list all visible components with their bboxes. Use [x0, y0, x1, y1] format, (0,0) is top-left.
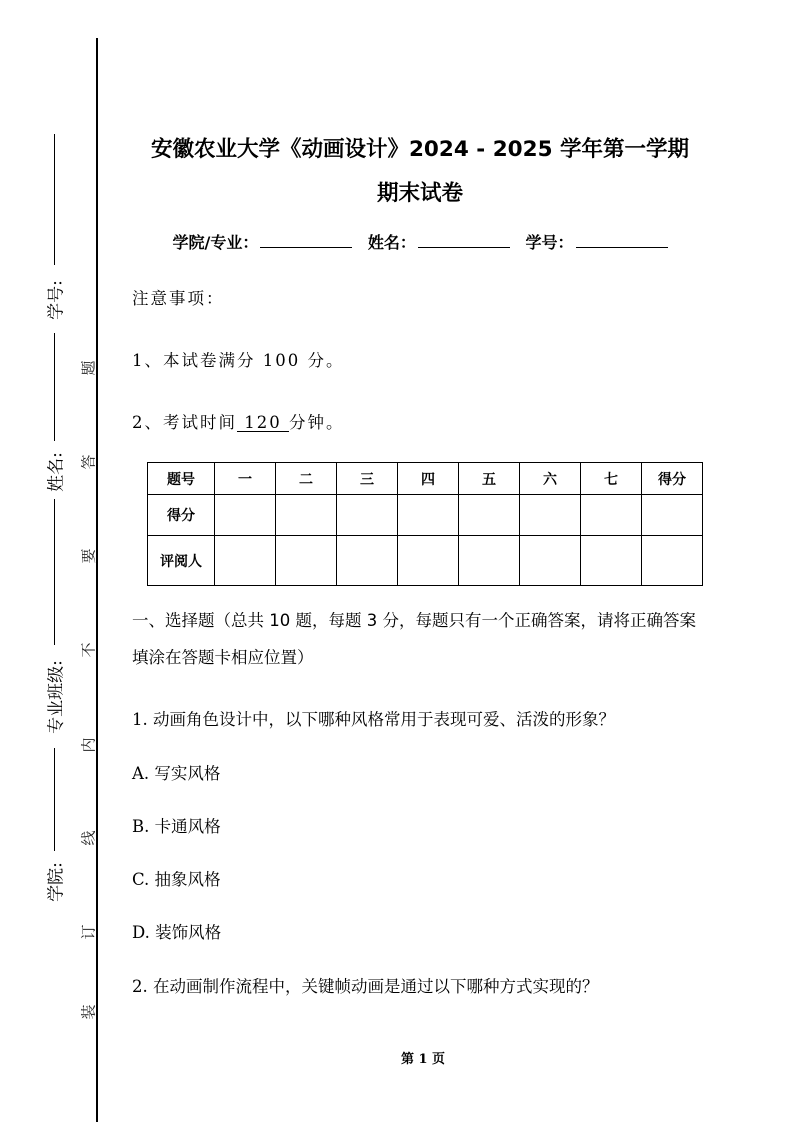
margin-college-label: 学院: — [46, 862, 67, 902]
grader-cell[interactable] — [398, 536, 459, 586]
grader-cell[interactable] — [642, 536, 703, 586]
option-text: 抽象风格 — [154, 870, 221, 889]
margin-student-id-label: 学号: — [46, 280, 67, 320]
name-label: 姓名： — [367, 233, 416, 252]
score-cell[interactable] — [398, 495, 459, 536]
major-class-underline — [54, 499, 55, 645]
option-a[interactable] — [132, 760, 220, 784]
score-cell[interactable] — [581, 495, 642, 536]
binding-line — [96, 38, 98, 1122]
option-b[interactable] — [132, 813, 221, 837]
exam-subtitle: 期末试卷 — [376, 181, 463, 206]
note-item-1: 1、本试卷满分 100 分。 — [132, 351, 345, 370]
binding-char: 订 — [79, 924, 98, 940]
score-cell[interactable] — [642, 495, 703, 536]
section-1-instructions: 一、选择题（总共 10 题，每题 3 分，每题只有一个正确答案，请将正确答案填涂在答题卡相应位置） — [132, 611, 696, 667]
question-number: 2. — [132, 977, 148, 996]
header-cell: 七 — [581, 463, 642, 495]
score-table — [147, 462, 703, 586]
row-label: 得分 — [148, 495, 215, 536]
note-item-2-prefix: 2、考试时间 — [132, 413, 237, 432]
page-number: 第 1 页 — [400, 1052, 446, 1067]
student-info-row — [120, 230, 720, 253]
option-text: 写实风格 — [154, 764, 221, 783]
college-major-label: 学院/专业： — [172, 233, 259, 252]
question-1 — [132, 706, 615, 730]
score-cell[interactable] — [276, 495, 337, 536]
header-cell: 四 — [398, 463, 459, 495]
question-number: 1. — [132, 710, 148, 729]
option-text: 卡通风格 — [154, 817, 221, 836]
option-key: B. — [132, 817, 150, 836]
binding-char: 线 — [79, 830, 98, 846]
grader-cell[interactable] — [520, 536, 581, 586]
student-id-underline — [54, 134, 55, 265]
binding-char: 答 — [79, 454, 98, 470]
score-cell[interactable] — [215, 495, 276, 536]
header-cell: 三 — [337, 463, 398, 495]
question-text: 动画角色设计中，以下哪种风格常用于表现可爱、活泼的形象？ — [153, 710, 615, 729]
score-cell[interactable] — [520, 495, 581, 536]
option-d[interactable] — [132, 919, 221, 943]
question-2 — [132, 973, 599, 997]
table-row — [148, 495, 703, 536]
header-cell: 得分 — [642, 463, 703, 495]
header-cell: 五 — [459, 463, 520, 495]
row-label: 评阅人 — [148, 536, 215, 586]
grader-cell[interactable] — [337, 536, 398, 586]
option-text: 装饰风格 — [155, 923, 222, 942]
college-major-blank[interactable] — [260, 233, 352, 248]
binding-char: 装 — [79, 1004, 98, 1020]
exam-title: 安徽农业大学《动画设计》2024 - 2025 学年第一学期 — [150, 137, 690, 162]
grader-cell[interactable] — [276, 536, 337, 586]
score-table-header — [148, 463, 703, 495]
header-cell: 一 — [215, 463, 276, 495]
header-cell: 题号 — [148, 463, 215, 495]
grader-cell[interactable] — [459, 536, 520, 586]
score-cell[interactable] — [337, 495, 398, 536]
header-cell: 二 — [276, 463, 337, 495]
name-blank[interactable] — [418, 233, 510, 248]
student-id-blank[interactable] — [576, 233, 668, 248]
grader-cell[interactable] — [581, 536, 642, 586]
option-c[interactable] — [132, 866, 221, 890]
grader-cell[interactable] — [215, 536, 276, 586]
question-text: 在动画制作流程中，关键帧动画是通过以下哪种方式实现的？ — [153, 977, 599, 996]
binding-char: 题 — [79, 360, 98, 376]
header-cell: 六 — [520, 463, 581, 495]
note-item-2 — [132, 409, 344, 433]
margin-name-label: 姓名: — [46, 452, 67, 492]
student-id-label: 学号： — [525, 233, 574, 252]
option-key: A. — [132, 764, 150, 783]
note-item-2-suffix: 分钟。 — [288, 413, 345, 432]
margin-major-class-label: 专业班级: — [46, 660, 67, 734]
table-row — [148, 536, 703, 586]
exam-duration-value: 120 — [237, 413, 289, 432]
score-cell[interactable] — [459, 495, 520, 536]
option-key: D. — [132, 923, 150, 942]
binding-char: 要 — [79, 548, 98, 564]
option-key: C. — [132, 870, 150, 889]
college-underline — [54, 748, 55, 851]
notes-heading: 注意事项： — [132, 289, 225, 308]
binding-char: 不 — [79, 642, 98, 658]
name-underline — [54, 333, 55, 441]
binding-char: 内 — [79, 737, 98, 753]
